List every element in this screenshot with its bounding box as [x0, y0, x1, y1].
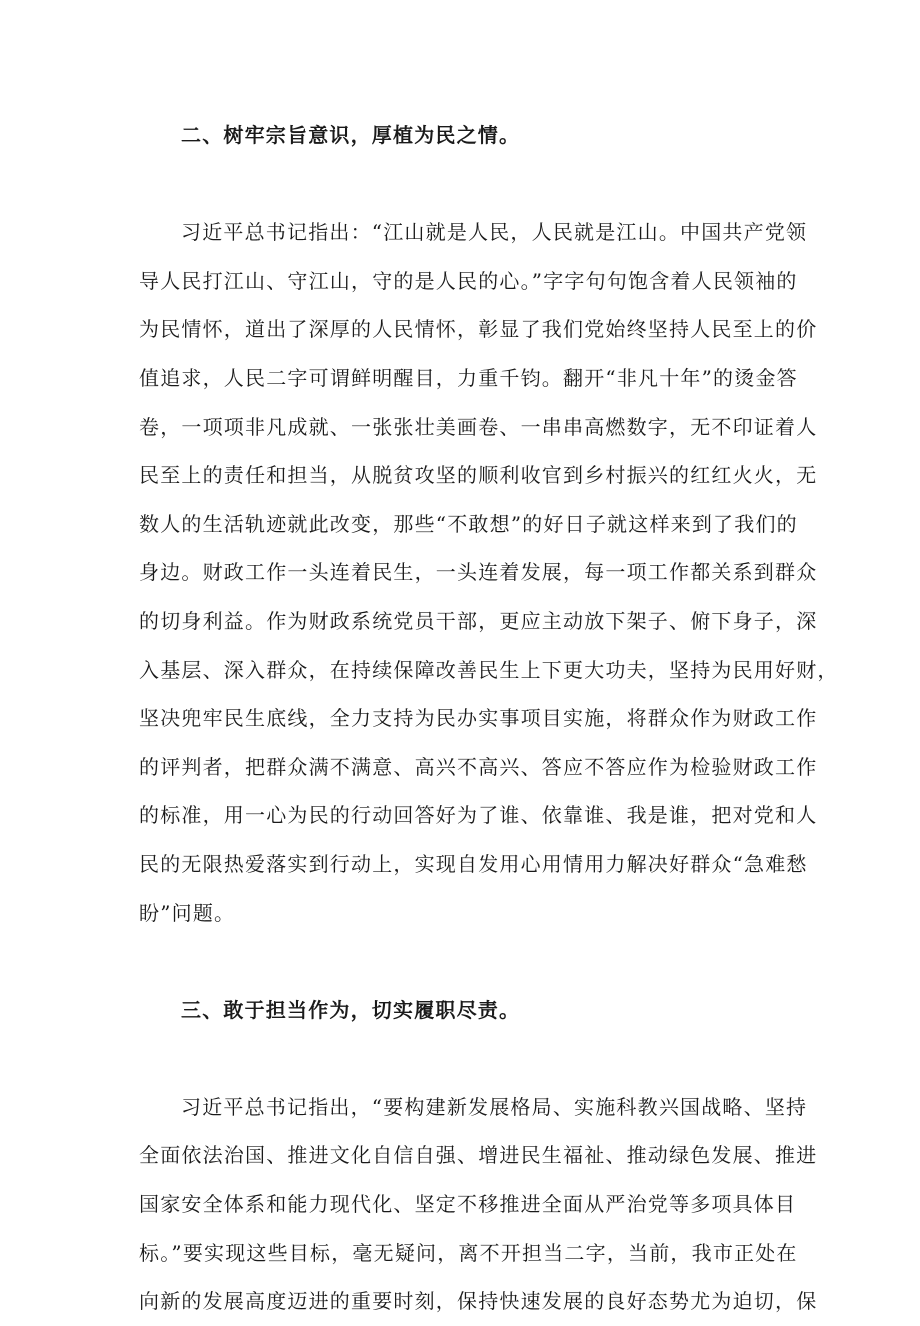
paragraph-line: 民至上的责任和担当，从脱贫攻坚的顺利收官到乡村振兴的红红火火，无 — [139, 463, 818, 488]
paragraph-line: 全面依法治国、推进文化自信自强、增进民生福祉、推动绿色发展、推进 — [139, 1143, 818, 1168]
section-heading-2: 二、树牢宗旨意识，厚植为民之情。 — [181, 123, 521, 147]
paragraph-line: 盼”问题。 — [139, 900, 236, 925]
paragraph-line: 身边。财政工作一头连着民生，一头连着发展，每一项工作都关系到群众 — [139, 560, 818, 585]
paragraph-line: 值追求，人民二字可谓鲜明醒目，力重千钧。翻开“非凡十年”的烫金答 — [139, 365, 798, 390]
paragraph-line: 标。”要实现这些目标，毫无疑问，离不开担当二字，当前，我市正处在 — [139, 1240, 798, 1265]
paragraph-line: 的切身利益。作为财政系统党员干部，更应主动放下架子、俯下身子，深 — [139, 608, 818, 633]
paragraph-line: 民的无限热爱落实到行动上，实现自发用心用情用力解决好群众“急难愁 — [139, 851, 808, 876]
paragraph-line: 导人民打江山、守江山，守的是人民的心。”字字句句饱含着人民领袖的 — [139, 268, 798, 293]
paragraph-line: 卷，一项项非凡成就、一张张壮美画卷、一串串高燃数字，无不印证着人 — [139, 414, 818, 439]
section-heading-3: 三、敢于担当作为，切实履职尽责。 — [181, 997, 521, 1022]
paragraph-line: 坚决兜牢民生底线，全力支持为民办实事项目实施，将群众作为财政工作 — [139, 706, 818, 731]
paragraph-gap — [139, 160, 789, 209]
section-2-paragraph — [139, 208, 839, 937]
paragraph-gap — [139, 937, 789, 986]
paragraph-line: 习近平总书记指出，“要构建新发展格局、实施科教兴国战略、坚持 — [181, 1094, 808, 1119]
paragraph-line: 入基层、深入群众，在持续保障改善民生上下更大功夫，坚持为民用好财， — [139, 657, 839, 682]
paragraph-line: 数人的生活轨迹就此改变，那些“不敢想”的好日子就这样来到了我们的 — [139, 511, 798, 536]
section-3-paragraph — [139, 1083, 818, 1326]
paragraph-line: 向新的发展高度迈进的重要时刻，保持快速发展的良好态势尤为迫切，保 — [139, 1289, 818, 1314]
paragraph-gap — [139, 1034, 789, 1083]
paragraph-line: 的评判者，把群众满不满意、高兴不高兴、答应不答应作为检验财政工作 — [139, 754, 818, 779]
paragraph-line: 习近平总书记指出：“江山就是人民，人民就是江山。中国共产党领 — [181, 220, 808, 245]
paragraph-line: 为民情怀，道出了深厚的人民情怀，彰显了我们党始终坚持人民至上的价 — [139, 317, 818, 342]
document-page — [139, 111, 839, 1326]
paragraph-line: 国家安全体系和能力现代化、坚定不移推进全面从严治党等多项具体目 — [139, 1192, 797, 1217]
paragraph-line: 的标准，用一心为民的行动回答好为了谁、依靠谁、我是谁，把对党和人 — [139, 803, 818, 828]
